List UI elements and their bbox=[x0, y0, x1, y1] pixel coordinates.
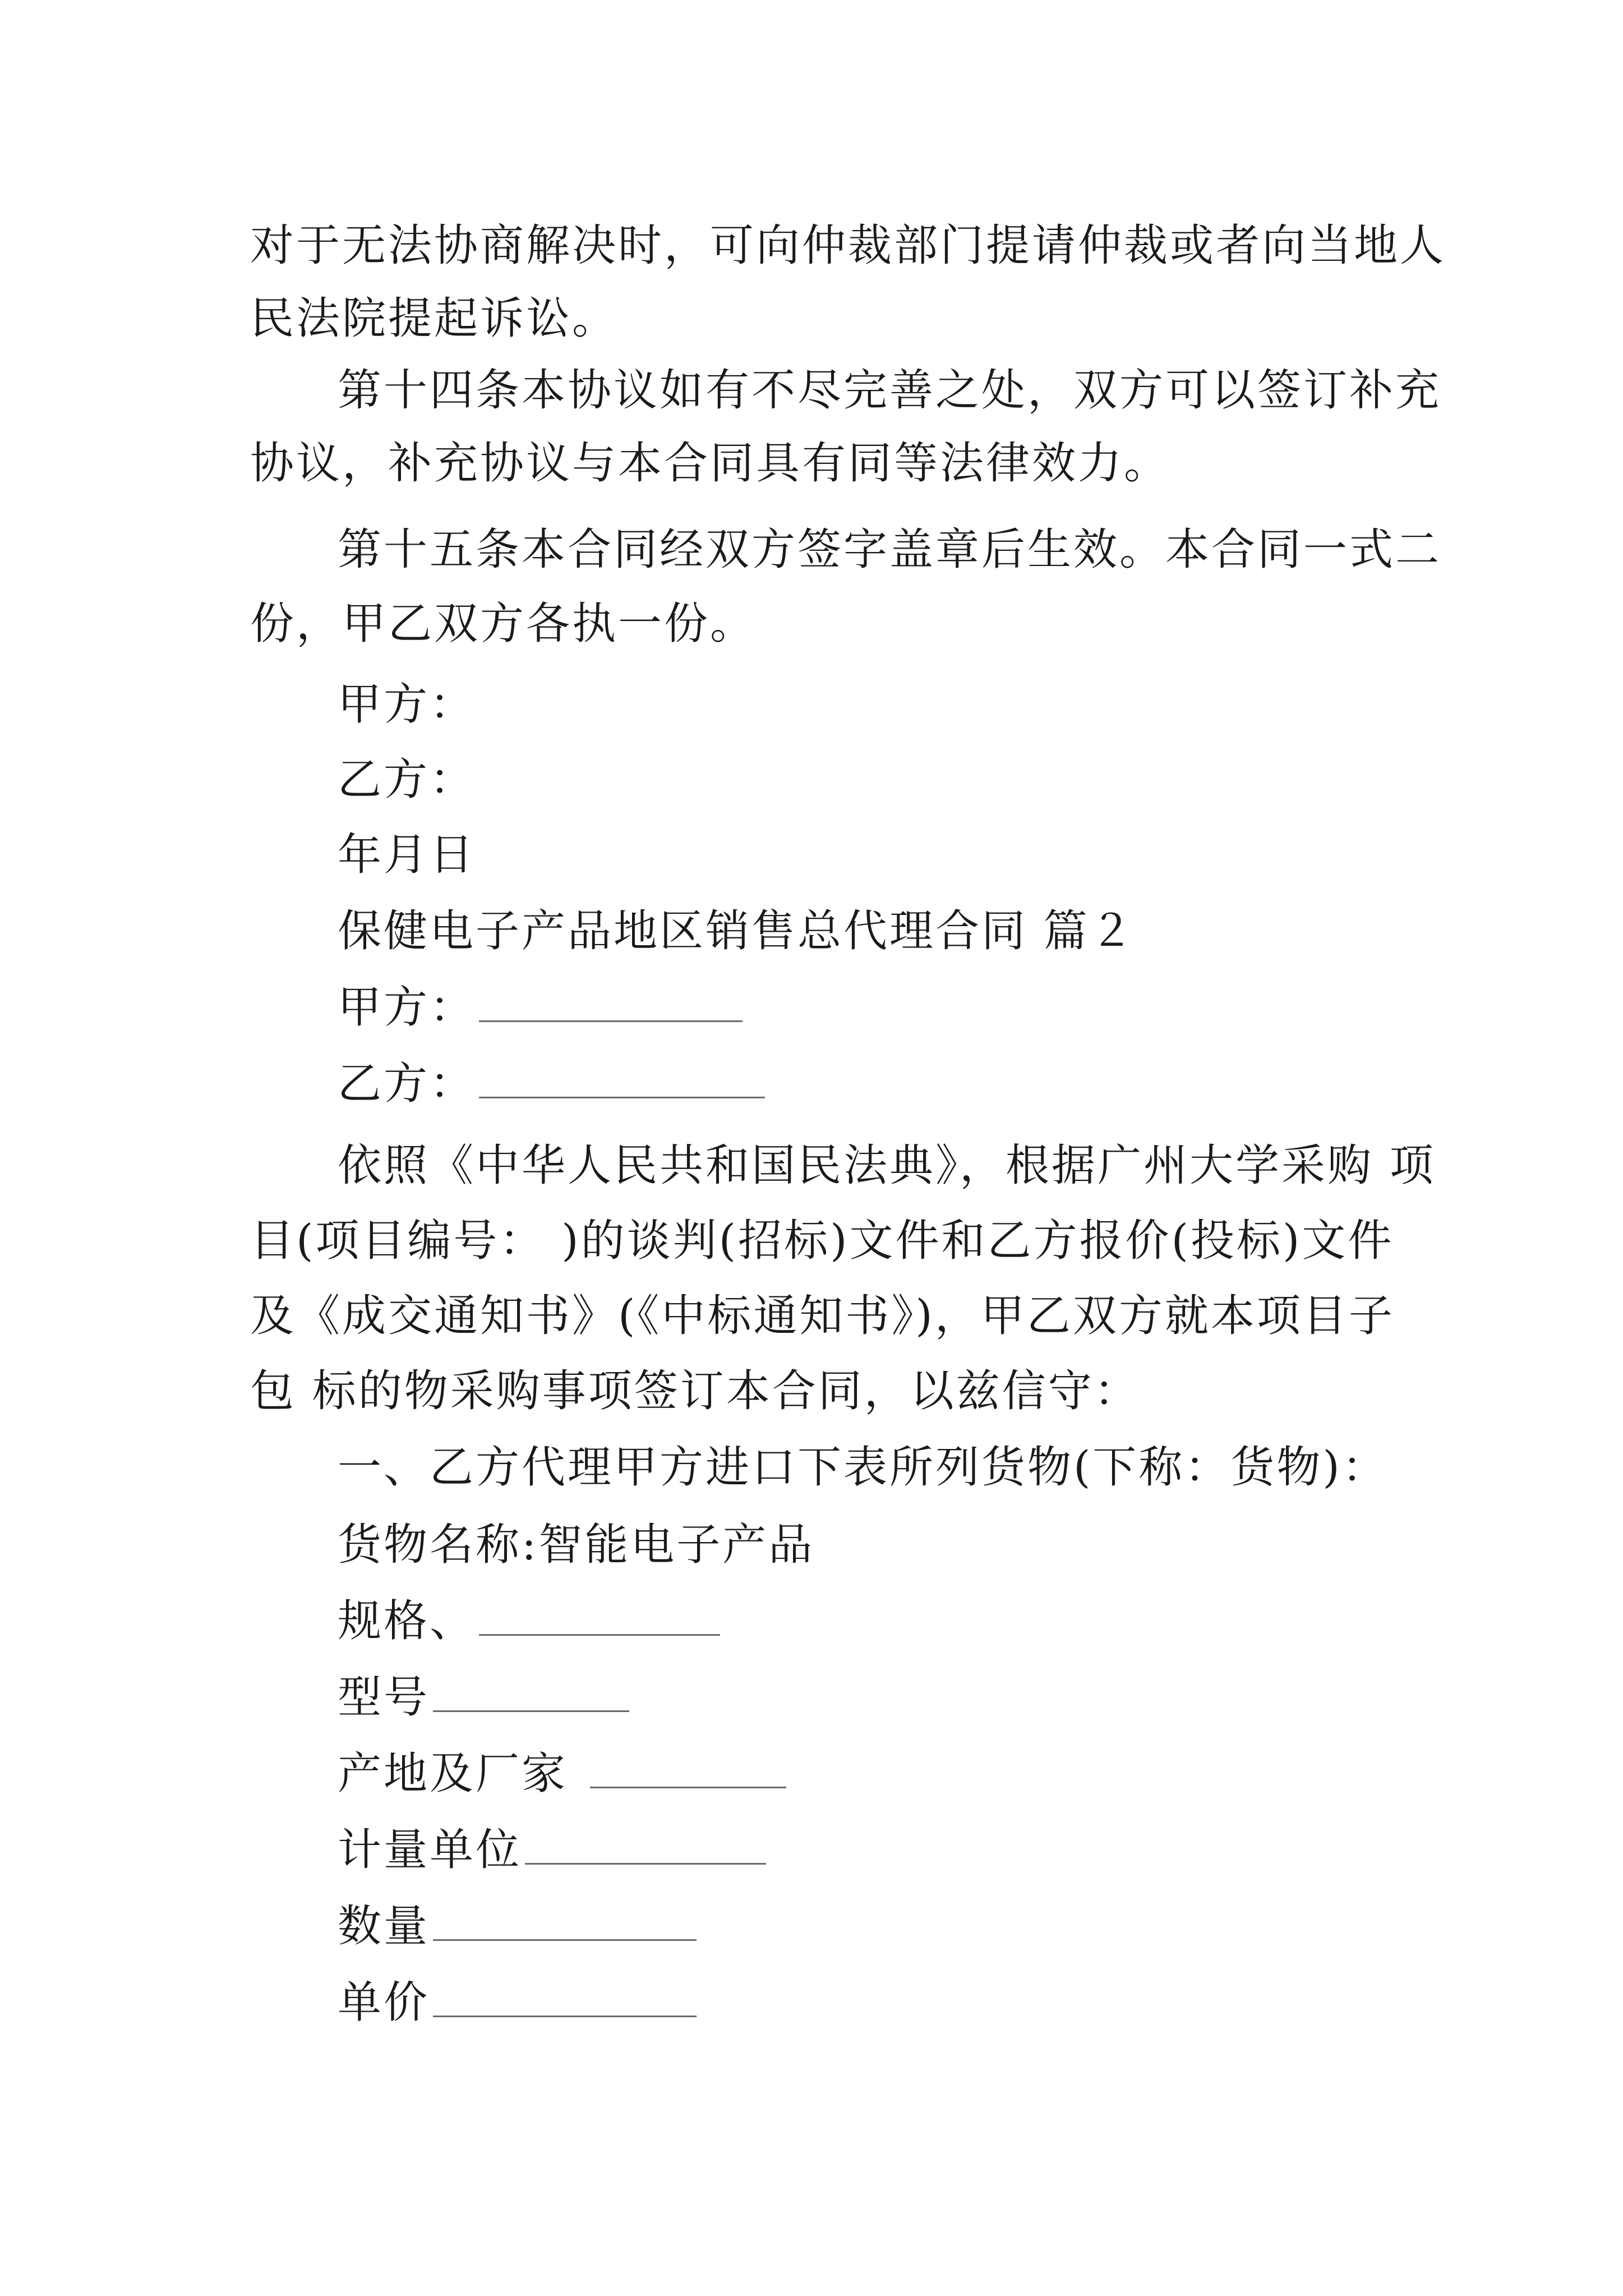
party-b-field: 乙方： bbox=[338, 1056, 765, 1112]
section-title: 保健电子产品地区销售总代理合同 篇２ bbox=[338, 906, 1136, 956]
goods-name-field: 货物名称:智能电子产品 bbox=[338, 1520, 815, 1570]
spec-blank[interactable] bbox=[479, 1599, 720, 1636]
preamble-line: 包 标的物采购事项签订本合同，以兹信守： bbox=[250, 1366, 1140, 1416]
unit-field: 计量单位 bbox=[338, 1822, 766, 1878]
origin-blank[interactable] bbox=[590, 1752, 786, 1788]
party-a-signature-label: 甲方： bbox=[338, 679, 476, 730]
origin-field: 产地及厂家 bbox=[338, 1746, 786, 1802]
unit-price-field: 单价 bbox=[338, 1975, 697, 2031]
quantity-field: 数量 bbox=[338, 1898, 697, 1954]
item-1-heading: 一、乙方代理甲方进口下表所列货物(下称：货物)： bbox=[338, 1442, 1388, 1493]
model-field: 型号 bbox=[338, 1669, 629, 1726]
party-a-blank[interactable] bbox=[479, 986, 743, 1022]
party-b-signature-label: 乙方： bbox=[338, 754, 476, 805]
party-a-field: 甲方： bbox=[338, 979, 743, 1036]
preamble-line: 依照《中华人民共和国民法典》，根据广州大学采购 项 bbox=[338, 1140, 1436, 1191]
model-blank[interactable] bbox=[433, 1676, 629, 1712]
paragraph-line: 对于无法协商解决时，可向仲裁部门提请仲裁或者向当地人 bbox=[250, 220, 1446, 271]
party-b-blank[interactable] bbox=[479, 1062, 765, 1098]
spec-field: 规格、 bbox=[338, 1593, 720, 1649]
clause-14-line: 第十四条本协议如有不尽完善之处，双方可以签订补充 bbox=[338, 365, 1442, 416]
signature-date: 年月日 bbox=[338, 830, 476, 880]
quantity-blank[interactable] bbox=[433, 1904, 697, 1941]
clause-15-line: 第十五条本合同经双方签字盖章后生效。本合同一式二 bbox=[338, 524, 1442, 575]
unit-price-blank[interactable] bbox=[433, 1981, 697, 2017]
clause-15-line: 份，甲乙双方各执一份。 bbox=[250, 599, 757, 649]
preamble-line: 及《成交通知书》(《中标通知书》)，甲乙双方就本项目子 bbox=[250, 1291, 1395, 1341]
unit-blank[interactable] bbox=[525, 1828, 766, 1865]
clause-14-line: 协议，补充协议与本合同具有同等法律效力。 bbox=[250, 438, 1170, 489]
preamble-line: 目(项目编号： )的谈判(招标)文件和乙方报价(投标)文件 bbox=[250, 1216, 1394, 1266]
paragraph-line: 民法院提起诉讼。 bbox=[250, 293, 619, 344]
